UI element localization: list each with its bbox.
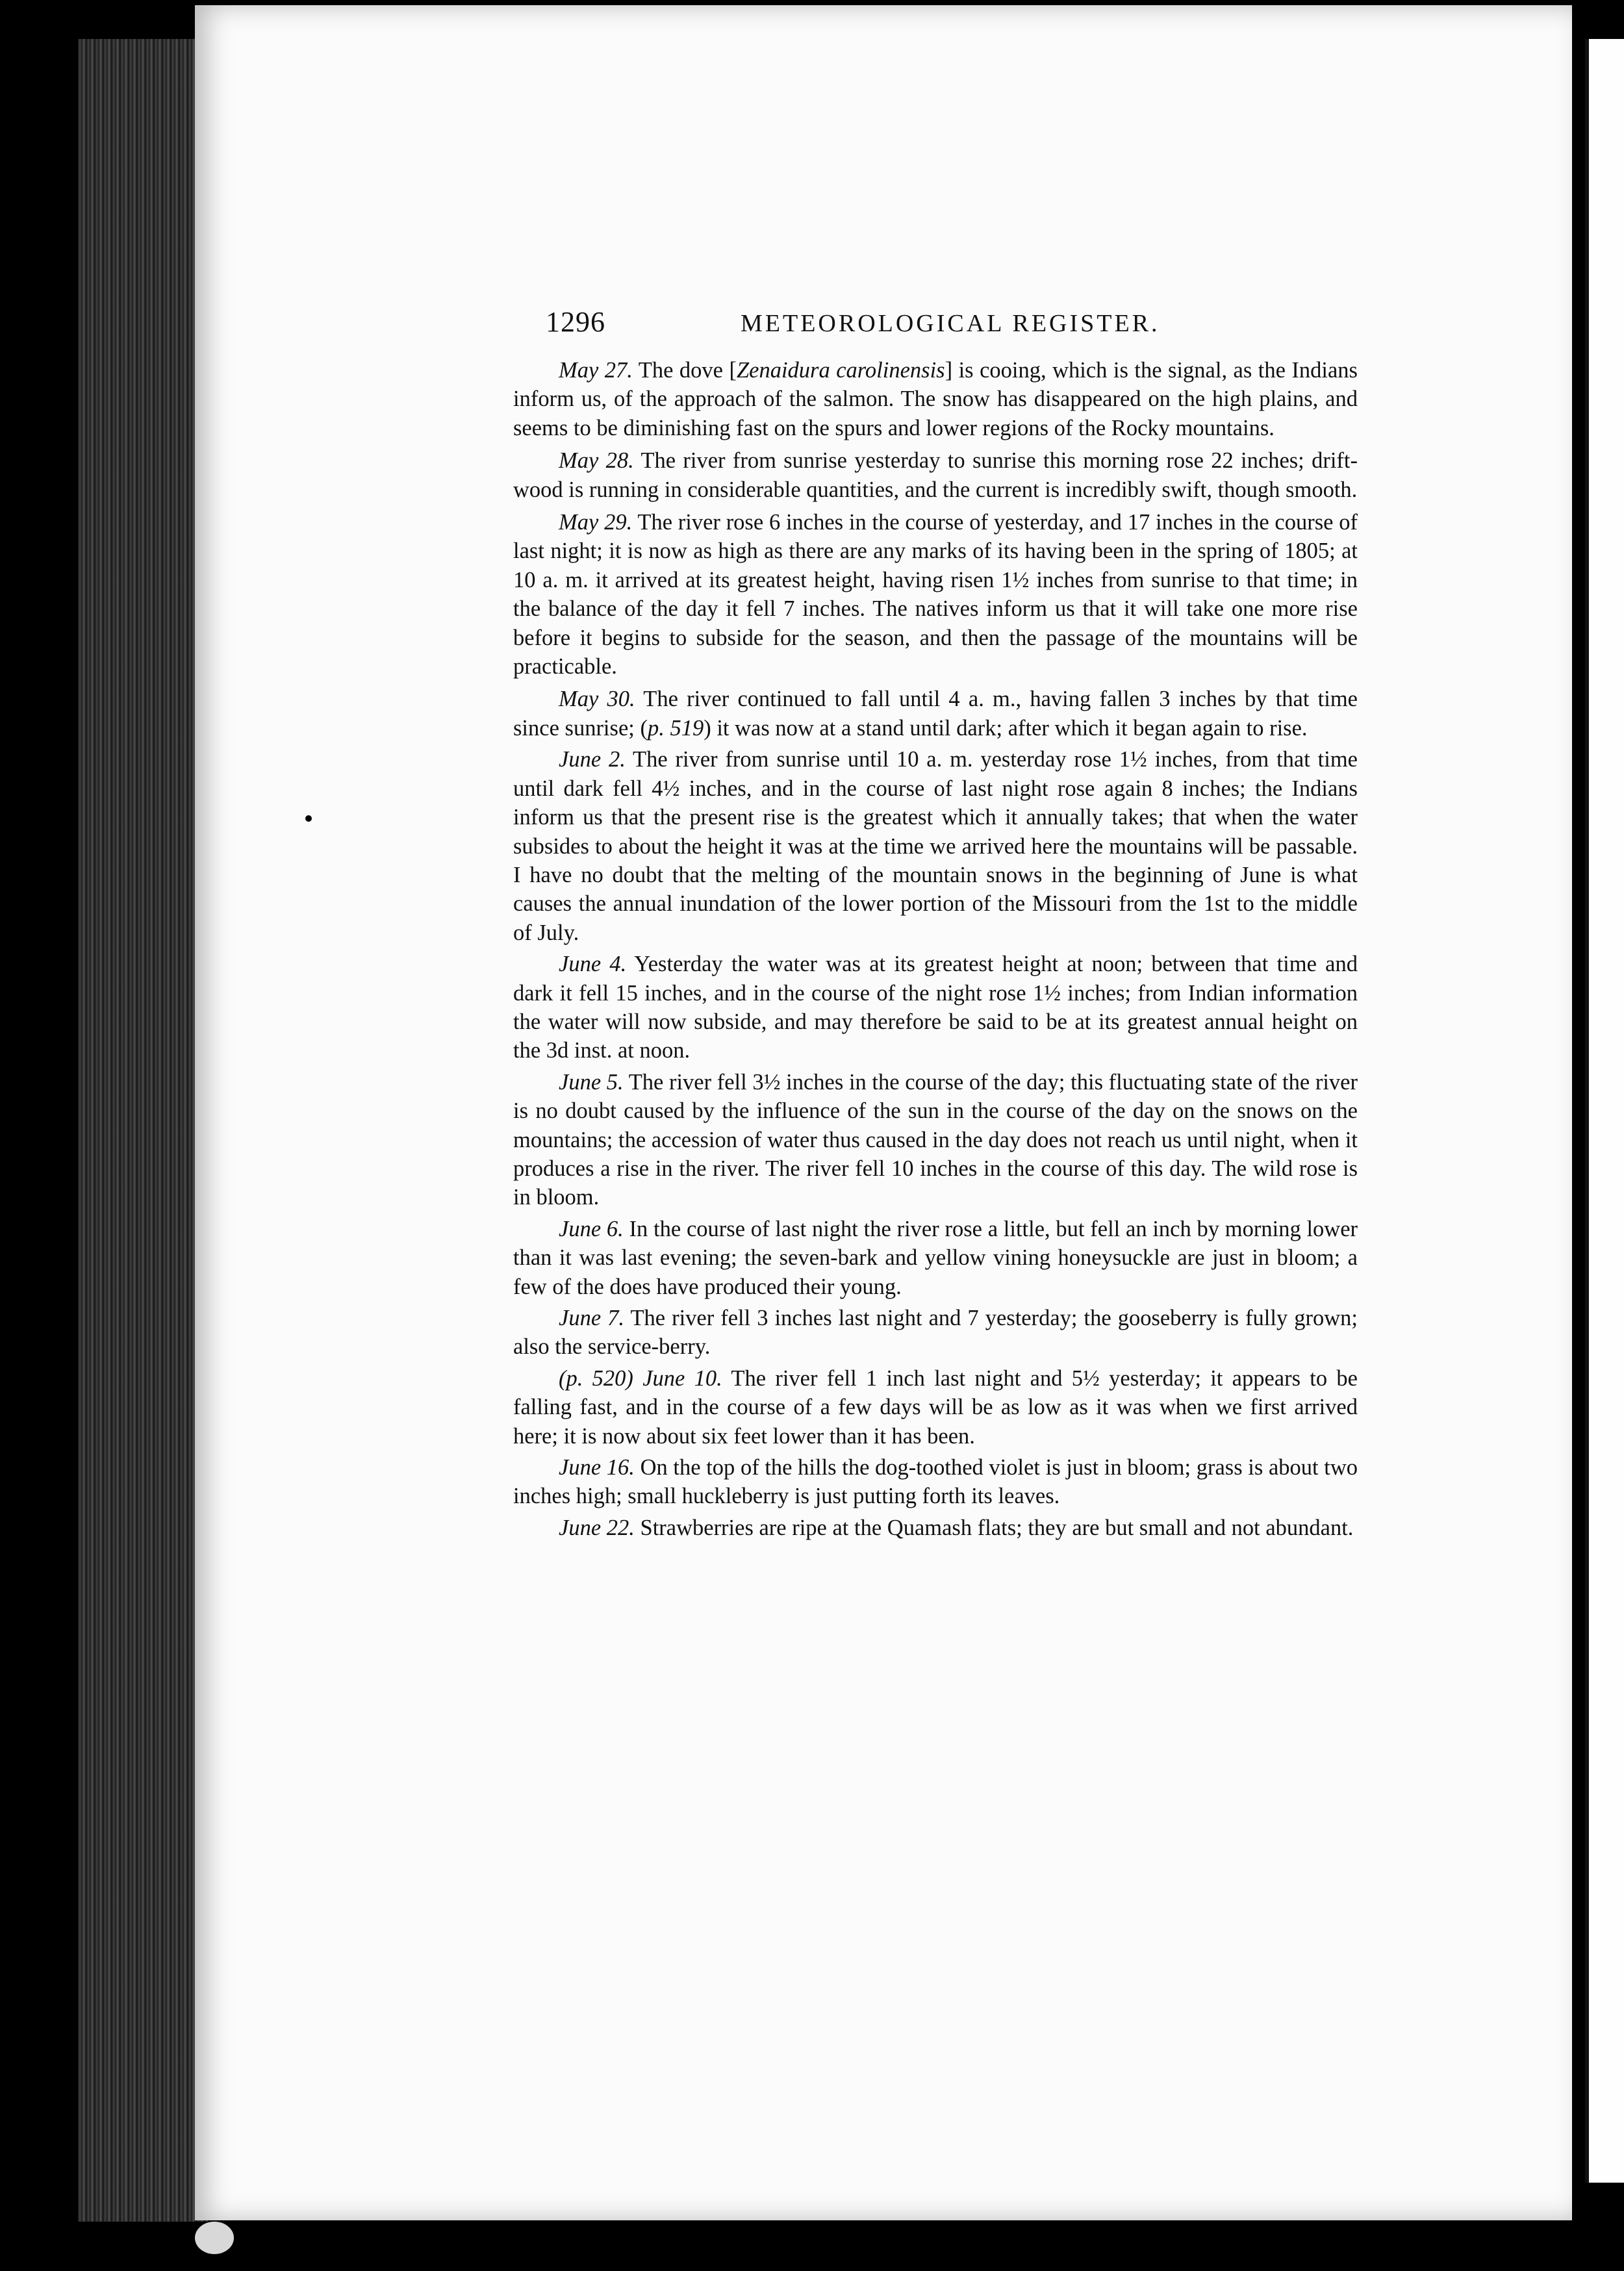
scan-speck [27,1351,34,1356]
entry-date: June 4. [559,952,627,977]
journal-entry [513,685,1358,742]
entry-text: The river fell 3½ inches in the course of the day; this fluctuating state of the river is no doubt caused by the influence of the sun in the course of the day on the snows on the mountains; the accession of water thus caused in the day does not reach us until night, when it produces a rise in the river. The river fell 10 inches in the course of this day. The wild rose is in bloom. [513,1069,1358,1210]
entry-text: The river fell 1 inch last night and 5½ yesterday; it appears to be falling fast, and in the course of a few days will be as low as it was when we first arrived here; it is now about six feet lower than it has been. [513,1365,1358,1449]
entry-text: Yesterday the water was at its greatest height at noon; between that time and dark it fell 15 inches, and in the course of the night rose 1½ inches; from Indian information the water will now subside, and may therefore be said to be at its greatest annual height on the 3d inst. at noon. [513,952,1358,1063]
entry-date: May 30. [559,687,635,712]
journal-entry [513,446,1358,504]
entry-text-lead: The river continued to fall until 4 a. m., having fallen 3 inches by that time since sunrise; ( [513,687,1358,741]
entry-text-lead: The dove [ [638,358,737,383]
entry-date: June 7. [559,1306,625,1330]
page-number: 1296 [546,306,605,338]
entry-date: June 10. [642,1365,722,1391]
scan-speck [195,2222,234,2254]
book-page-edges [78,39,208,2222]
body-text [513,356,1358,1545]
entry-text: The river rose 6 inches in the course of yesterday, and 17 inches in the course of last night; it is now as high as there are any marks of its having been in the spring of 1805; at 10 a. m. it arrived at its greatest height, having risen 1½ inches from sunrise to that time; in the balance of the day it fell 7 inches. The natives inform us that it will take one more rise before it begins to subside for the season, and then the passage of the mountains will be practicable. [513,510,1358,679]
entry-date: June 2. [559,747,626,772]
running-head: METEOROLOGICAL REGISTER. [741,310,1160,337]
journal-entry [513,1364,1358,1451]
journal-entry [513,1453,1358,1511]
facing-page-edge [1585,39,1624,2183]
journal-entry [513,1514,1358,1542]
entry-text: Strawberries are ripe at the Quamash flats; they are but small and not abundant. [640,1515,1354,1540]
entry-text: The river from sunrise yesterday to sunrise this morning rose 22 inches; drift-wood is running in considerable quantities, and the current is incredibly swift, though smooth. [513,448,1358,502]
entry-italic: Zenaidura carolinensis [736,358,945,383]
entry-date: May 28. [559,448,634,474]
entry-text: The river fell 3 inches last night and 7 yesterday; the gooseberry is fully grown; also the service-berry. [513,1306,1358,1360]
page-reference: (p. 520) [559,1365,633,1391]
journal-entry [513,1215,1358,1301]
journal-entry [513,1068,1358,1212]
entry-text: The river from sunrise until 10 a. m. yesterday rose 1½ inches, from that time until dark fell 4½ inches, and in the course of last night rose again 8 inches; the Indians inform us that the present rise is the greatest which it annually takes; that when the water subsides to about the height it was at the time we arrived here the mountains will be passable. I have no doubt that the melting of the mountain snows in the beginning of June is what causes the annual inundation of the lower portion of the Missouri from the 1st to the middle of July. [513,747,1358,945]
page-header [546,305,1195,344]
entry-text: ] is cooing, which is the signal, as the Indians inform us, of the approach of the salmon. The snow has disappeared on the high plains, and seems to be diminishing fast on the spurs and lower regions of the Rocky mountains. [513,358,1358,440]
journal-entry [513,745,1358,947]
journal-entry [513,356,1358,442]
entry-date: May 29. [559,510,633,535]
entry-date: June 22. [559,1515,635,1540]
scan-speck [305,815,312,822]
journal-entry [513,950,1358,1065]
journal-entry [513,1304,1358,1362]
entry-text: ) it was now at a stand until dark; after which it began again to rise. [704,715,1308,741]
entry-date: May 27. [559,358,633,383]
entry-text: On the top of the hills the dog-toothed violet is just in bloom; grass is about two inches high; small huckleberry is just putting forth its leaves. [513,1455,1358,1509]
journal-entry [513,508,1358,681]
entry-text: In the course of last night the river rose a little, but fell an inch by morning lower than it was last evening; the seven-bark and yellow vining honeysuckle are just in bloom; a few of the does have produced their young. [513,1216,1358,1299]
entry-date: June 6. [559,1216,624,1241]
entry-italic: p. 519 [647,715,704,741]
entry-date: June 16. [559,1455,635,1480]
entry-date: June 5. [559,1069,624,1095]
